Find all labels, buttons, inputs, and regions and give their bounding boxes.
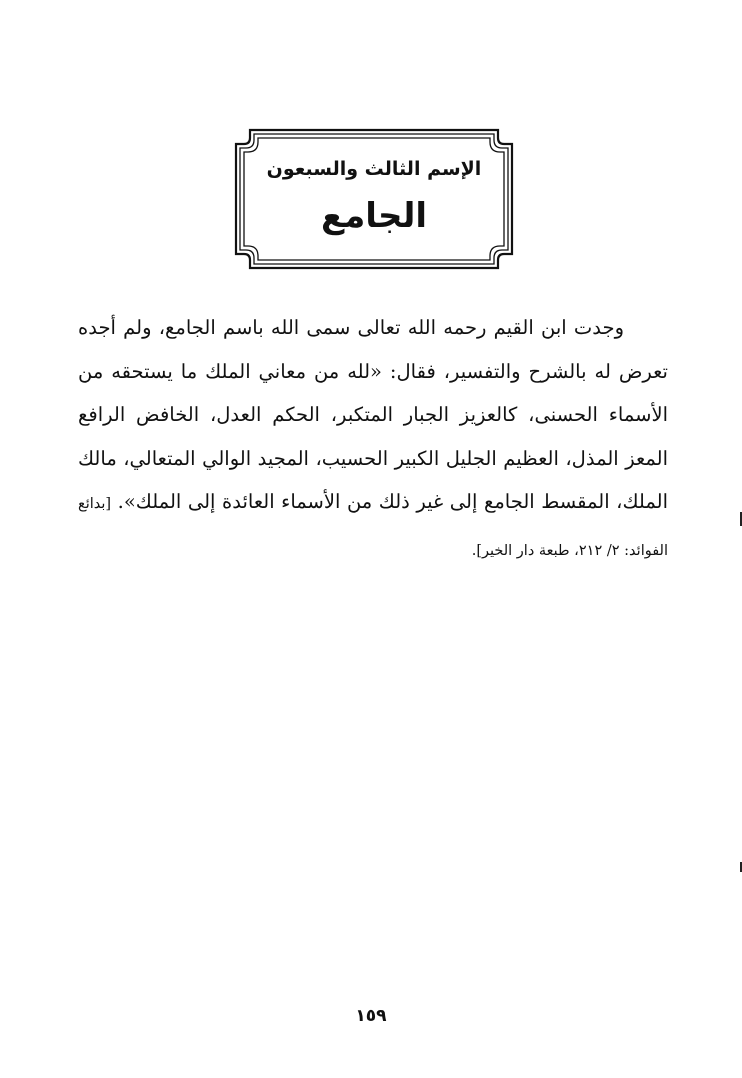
- main-paragraph: [78, 306, 668, 573]
- page-number: ١٥٩: [355, 1006, 387, 1026]
- name-ordinal-heading: الإسم الثالث والسبعون: [266, 158, 482, 180]
- divine-name-title: الجامع: [321, 196, 427, 236]
- citation-reference: [بدائع الفوائد: ٢/ ٢١٢، طبعة دار الخير].: [78, 496, 668, 559]
- title-frame: [234, 128, 514, 270]
- paragraph-text: وجدت ابن القيم رحمه الله تعالى سمى الله باسم الجامع، ولم أجده تعرض له بالشرح والتفسير، فقال: «لله من معاني الملك ما يستحقه من الأسماء الحسنى، كالعزيز الجبار المتكبر، الحكم العدل، الخافض الرافع المعز المذل، العظيم الجليل الكبير الحسيب، المجيد الوالي المتعالي، مالك الملك، المقسط الجامع إلى غير ذلك من الأسماء العائدة إلى الملك».: [78, 316, 668, 513]
